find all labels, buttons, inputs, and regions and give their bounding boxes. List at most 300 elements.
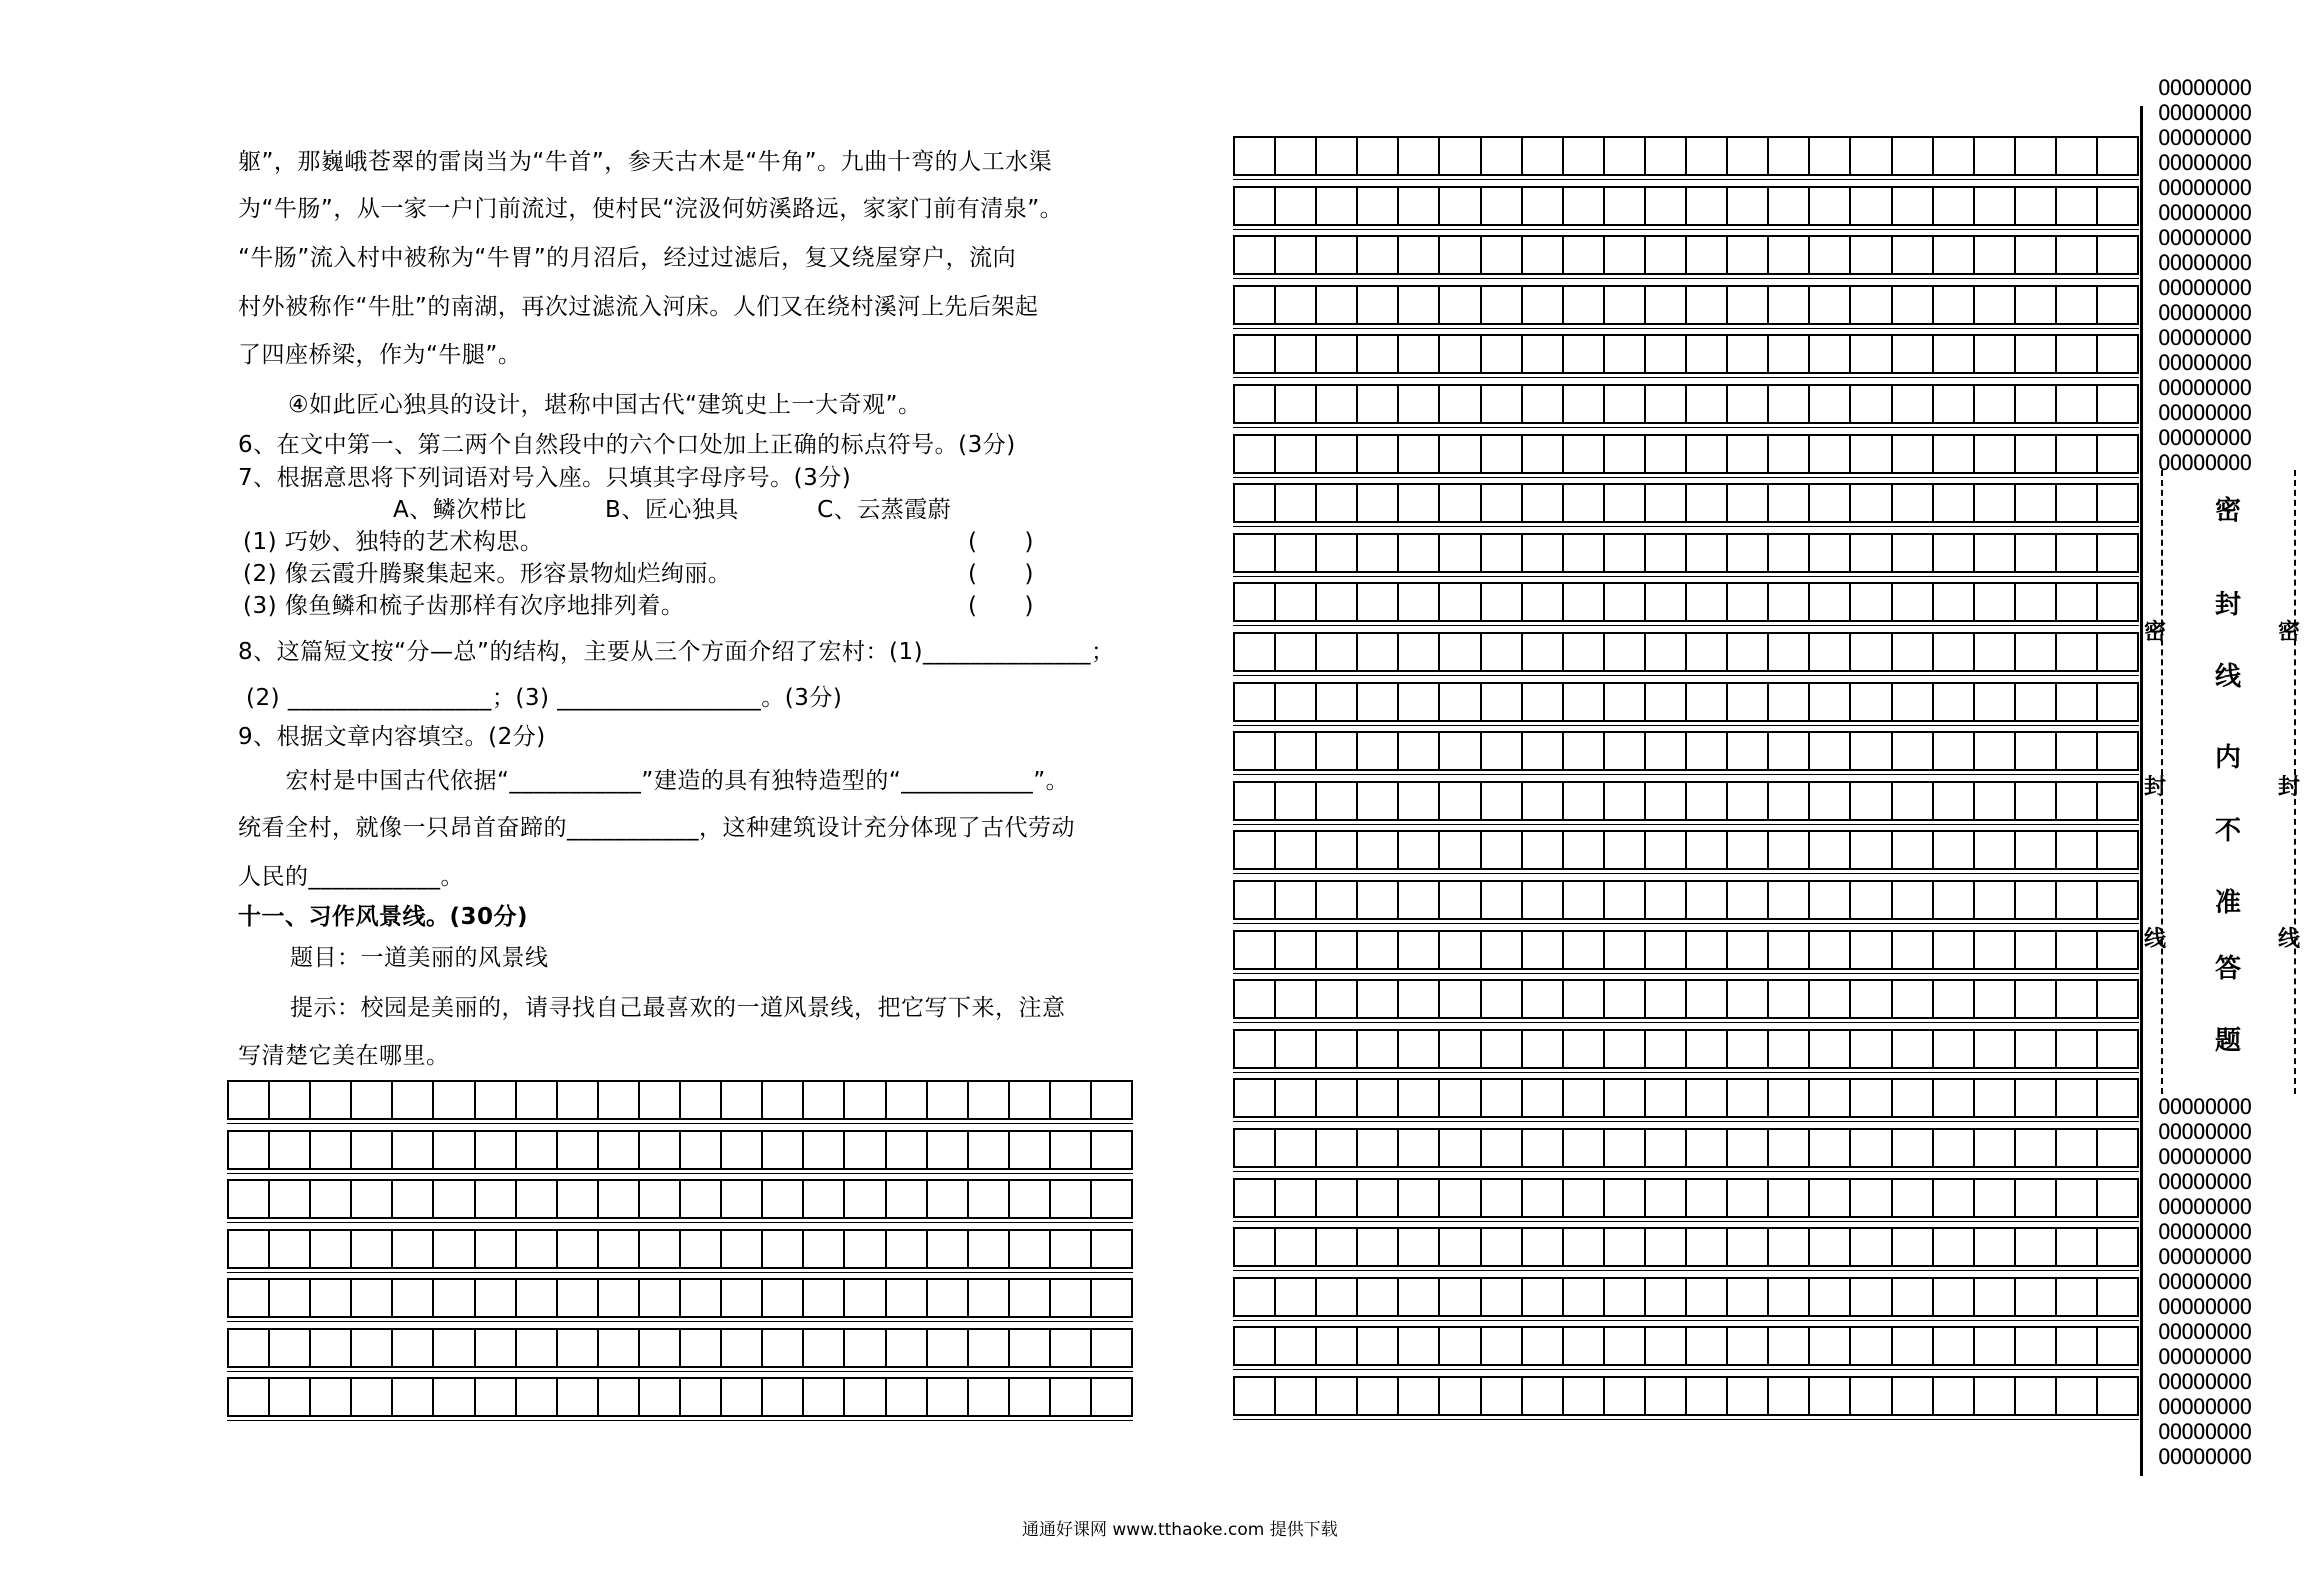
grid-cell[interactable] bbox=[2057, 1178, 2098, 1216]
grid-cell[interactable] bbox=[558, 1377, 599, 1415]
grid-cell[interactable] bbox=[2057, 731, 2098, 769]
grid-cell[interactable] bbox=[1687, 285, 1728, 323]
grid-cell[interactable] bbox=[599, 1328, 640, 1366]
grid-cell[interactable] bbox=[1440, 731, 1481, 769]
grid-cell[interactable] bbox=[1646, 930, 1687, 968]
grid-cell[interactable] bbox=[1317, 285, 1358, 323]
grid-cell[interactable] bbox=[681, 1130, 722, 1168]
grid-cell[interactable] bbox=[1482, 1376, 1523, 1414]
grid-cell[interactable] bbox=[1934, 434, 1975, 472]
grid-cell[interactable] bbox=[2016, 1128, 2057, 1166]
grid-cell[interactable] bbox=[1317, 682, 1358, 720]
grid-cell[interactable] bbox=[2057, 235, 2098, 273]
grid-cell[interactable] bbox=[1934, 235, 1975, 273]
grid-cell[interactable] bbox=[1728, 1277, 1769, 1315]
grid-cell[interactable] bbox=[1769, 1178, 1810, 1216]
grid-cell[interactable] bbox=[1482, 1277, 1523, 1315]
grid-cell[interactable] bbox=[1769, 533, 1810, 571]
grid-cell[interactable] bbox=[1934, 979, 1975, 1017]
grid-row[interactable] bbox=[1233, 582, 2139, 620]
grid-cell[interactable] bbox=[1605, 1277, 1646, 1315]
grid-cell[interactable] bbox=[1564, 533, 1605, 571]
grid-cell[interactable] bbox=[1440, 1277, 1481, 1315]
grid-cell[interactable] bbox=[1317, 136, 1358, 174]
grid-cell[interactable] bbox=[1934, 731, 1975, 769]
grid-cell[interactable] bbox=[845, 1179, 886, 1217]
grid-row[interactable] bbox=[227, 1229, 1133, 1267]
grid-cell[interactable] bbox=[1440, 1227, 1481, 1265]
grid-cell[interactable] bbox=[1317, 334, 1358, 372]
grid-cell[interactable] bbox=[517, 1377, 558, 1415]
grid-cell[interactable] bbox=[1482, 235, 1523, 273]
grid-cell[interactable] bbox=[1010, 1179, 1051, 1217]
grid-cell[interactable] bbox=[1233, 1029, 1276, 1067]
grid-cell[interactable] bbox=[1769, 186, 1810, 224]
grid-cell[interactable] bbox=[2057, 1128, 2098, 1166]
grid-cell[interactable] bbox=[1934, 483, 1975, 521]
grid-cell[interactable] bbox=[1851, 1376, 1892, 1414]
grid-cell[interactable] bbox=[393, 1328, 434, 1366]
grid-cell[interactable] bbox=[1358, 1029, 1399, 1067]
grid-cell[interactable] bbox=[1482, 1029, 1523, 1067]
grid-cell[interactable] bbox=[1482, 434, 1523, 472]
grid-cell[interactable] bbox=[1010, 1278, 1051, 1316]
grid-cell[interactable] bbox=[1482, 1326, 1523, 1364]
grid-cell[interactable] bbox=[1728, 1128, 1769, 1166]
grid-cell[interactable] bbox=[2016, 1376, 2057, 1414]
grid-cell[interactable] bbox=[1440, 285, 1481, 323]
grid-cell[interactable] bbox=[1399, 334, 1440, 372]
grid-cell[interactable] bbox=[1687, 384, 1728, 422]
grid-row[interactable] bbox=[227, 1179, 1133, 1217]
grid-cell[interactable] bbox=[1233, 1277, 1276, 1315]
grid-cell[interactable] bbox=[1687, 1376, 1728, 1414]
grid-cell[interactable] bbox=[1399, 1326, 1440, 1364]
grid-row[interactable] bbox=[1233, 1227, 2139, 1265]
grid-cell[interactable] bbox=[1051, 1377, 1092, 1415]
grid-cell[interactable] bbox=[1975, 235, 2016, 273]
grid-cell[interactable] bbox=[1893, 384, 1934, 422]
grid-cell[interactable] bbox=[1523, 483, 1564, 521]
grid-cell[interactable] bbox=[1564, 582, 1605, 620]
grid-cell[interactable] bbox=[1399, 930, 1440, 968]
grid-cell[interactable] bbox=[887, 1328, 928, 1366]
grid-cell[interactable] bbox=[1893, 582, 1934, 620]
grid-cell[interactable] bbox=[476, 1328, 517, 1366]
grid-cell[interactable] bbox=[1010, 1080, 1051, 1118]
grid-cell[interactable] bbox=[1687, 1128, 1728, 1166]
grid-cell[interactable] bbox=[1440, 781, 1481, 819]
grid-cell[interactable] bbox=[722, 1377, 763, 1415]
grid-cell[interactable] bbox=[1605, 186, 1646, 224]
grid-cell[interactable] bbox=[2057, 186, 2098, 224]
grid-cell[interactable] bbox=[2098, 1376, 2139, 1414]
grid-cell[interactable] bbox=[928, 1229, 969, 1267]
grid-cell[interactable] bbox=[1934, 582, 1975, 620]
grid-cell[interactable] bbox=[1233, 136, 1276, 174]
grid-cell[interactable] bbox=[1523, 434, 1564, 472]
grid-cell[interactable] bbox=[1523, 235, 1564, 273]
grid-cell[interactable] bbox=[1769, 930, 1810, 968]
grid-cell[interactable] bbox=[1523, 830, 1564, 868]
grid-cell[interactable] bbox=[1851, 235, 1892, 273]
grid-cell[interactable] bbox=[1358, 334, 1399, 372]
grid-cell[interactable] bbox=[1482, 1178, 1523, 1216]
grid-cell[interactable] bbox=[1523, 285, 1564, 323]
grid-row[interactable] bbox=[1233, 1029, 2139, 1067]
grid-cell[interactable] bbox=[2057, 384, 2098, 422]
grid-cell[interactable] bbox=[969, 1229, 1010, 1267]
grid-cell[interactable] bbox=[1564, 979, 1605, 1017]
grid-cell[interactable] bbox=[1851, 434, 1892, 472]
grid-cell[interactable] bbox=[1482, 186, 1523, 224]
grid-cell[interactable] bbox=[1851, 1029, 1892, 1067]
grid-cell[interactable] bbox=[1893, 235, 1934, 273]
grid-cell[interactable] bbox=[763, 1080, 804, 1118]
grid-cell[interactable] bbox=[1810, 1029, 1851, 1067]
grid-cell[interactable] bbox=[1893, 632, 1934, 670]
grid-cell[interactable] bbox=[1728, 483, 1769, 521]
grid-cell[interactable] bbox=[1399, 235, 1440, 273]
grid-cell[interactable] bbox=[640, 1080, 681, 1118]
grid-cell[interactable] bbox=[763, 1179, 804, 1217]
grid-cell[interactable] bbox=[1934, 682, 1975, 720]
grid-cell[interactable] bbox=[2098, 235, 2139, 273]
grid-row[interactable] bbox=[1233, 830, 2139, 868]
grid-cell[interactable] bbox=[1564, 136, 1605, 174]
grid-cell[interactable] bbox=[434, 1229, 475, 1267]
grid-cell[interactable] bbox=[1646, 1326, 1687, 1364]
grid-cell[interactable] bbox=[1769, 731, 1810, 769]
grid-cell[interactable] bbox=[1893, 1128, 1934, 1166]
grid-row[interactable] bbox=[1233, 384, 2139, 422]
grid-cell[interactable] bbox=[1358, 979, 1399, 1017]
grid-cell[interactable] bbox=[1810, 682, 1851, 720]
grid-cell[interactable] bbox=[1051, 1080, 1092, 1118]
grid-cell[interactable] bbox=[1399, 136, 1440, 174]
grid-cell[interactable] bbox=[1728, 781, 1769, 819]
grid-cell[interactable] bbox=[1317, 1178, 1358, 1216]
grid-cell[interactable] bbox=[1975, 533, 2016, 571]
grid-cell[interactable] bbox=[2016, 1029, 2057, 1067]
grid-cell[interactable] bbox=[1317, 1128, 1358, 1166]
grid-cell[interactable] bbox=[1810, 632, 1851, 670]
grid-cell[interactable] bbox=[2057, 979, 2098, 1017]
grid-cell[interactable] bbox=[1605, 781, 1646, 819]
grid-cell[interactable] bbox=[2057, 682, 2098, 720]
grid-cell[interactable] bbox=[1646, 979, 1687, 1017]
grid-cell[interactable] bbox=[1523, 582, 1564, 620]
grid-cell[interactable] bbox=[1934, 1376, 1975, 1414]
grid-cell[interactable] bbox=[1728, 830, 1769, 868]
grid-cell[interactable] bbox=[845, 1377, 886, 1415]
grid-cell[interactable] bbox=[2016, 334, 2057, 372]
grid-row[interactable] bbox=[1233, 781, 2139, 819]
grid-cell[interactable] bbox=[1358, 434, 1399, 472]
grid-cell[interactable] bbox=[681, 1229, 722, 1267]
grid-cell[interactable] bbox=[804, 1179, 845, 1217]
grid-cell[interactable] bbox=[1051, 1328, 1092, 1366]
grid-cell[interactable] bbox=[311, 1179, 352, 1217]
grid-cell[interactable] bbox=[1646, 434, 1687, 472]
grid-cell[interactable] bbox=[1233, 1078, 1276, 1116]
grid-cell[interactable] bbox=[1276, 483, 1317, 521]
grid-cell[interactable] bbox=[227, 1179, 270, 1217]
grid-cell[interactable] bbox=[1276, 384, 1317, 422]
grid-cell[interactable] bbox=[1893, 731, 1934, 769]
grid-cell[interactable] bbox=[1851, 930, 1892, 968]
grid-cell[interactable] bbox=[1317, 781, 1358, 819]
grid-cell[interactable] bbox=[2098, 285, 2139, 323]
grid-cell[interactable] bbox=[1605, 1178, 1646, 1216]
grid-cell[interactable] bbox=[1523, 1128, 1564, 1166]
grid-cell[interactable] bbox=[1851, 632, 1892, 670]
grid-cell[interactable] bbox=[2098, 1227, 2139, 1265]
grid-cell[interactable] bbox=[1317, 1376, 1358, 1414]
grid-cell[interactable] bbox=[887, 1377, 928, 1415]
grid-cell[interactable] bbox=[1810, 136, 1851, 174]
grid-cell[interactable] bbox=[1728, 1376, 1769, 1414]
grid-cell[interactable] bbox=[1605, 1128, 1646, 1166]
grid-row[interactable] bbox=[1233, 285, 2139, 323]
grid-cell[interactable] bbox=[1934, 1078, 1975, 1116]
grid-cell[interactable] bbox=[1358, 880, 1399, 918]
grid-cell[interactable] bbox=[1482, 1128, 1523, 1166]
grid-cell[interactable] bbox=[434, 1080, 475, 1118]
grid-cell[interactable] bbox=[1646, 483, 1687, 521]
grid-cell[interactable] bbox=[1564, 781, 1605, 819]
grid-cell[interactable] bbox=[1564, 930, 1605, 968]
grid-cell[interactable] bbox=[2057, 533, 2098, 571]
grid-cell[interactable] bbox=[681, 1080, 722, 1118]
grid-cell[interactable] bbox=[1810, 1326, 1851, 1364]
grid-cell[interactable] bbox=[1975, 1078, 2016, 1116]
grid-cell[interactable] bbox=[1728, 1227, 1769, 1265]
grid-cell[interactable] bbox=[2098, 186, 2139, 224]
grid-cell[interactable] bbox=[1482, 582, 1523, 620]
grid-cell[interactable] bbox=[2016, 930, 2057, 968]
grid-row[interactable] bbox=[1233, 483, 2139, 521]
grid-cell[interactable] bbox=[1851, 880, 1892, 918]
grid-cell[interactable] bbox=[640, 1328, 681, 1366]
grid-cell[interactable] bbox=[1687, 235, 1728, 273]
grid-cell[interactable] bbox=[1728, 930, 1769, 968]
grid-cell[interactable] bbox=[1975, 880, 2016, 918]
grid-cell[interactable] bbox=[763, 1130, 804, 1168]
grid-cell[interactable] bbox=[1646, 632, 1687, 670]
grid-cell[interactable] bbox=[681, 1377, 722, 1415]
grid-cell[interactable] bbox=[1440, 1078, 1481, 1116]
grid-cell[interactable] bbox=[1276, 731, 1317, 769]
grid-cell[interactable] bbox=[722, 1278, 763, 1316]
grid-cell[interactable] bbox=[2098, 334, 2139, 372]
grid-cell[interactable] bbox=[1440, 483, 1481, 521]
grid-cell[interactable] bbox=[1728, 186, 1769, 224]
grid-cell[interactable] bbox=[1893, 533, 1934, 571]
grid-cell[interactable] bbox=[1358, 1178, 1399, 1216]
grid-cell[interactable] bbox=[1440, 1178, 1481, 1216]
grid-cell[interactable] bbox=[1851, 1128, 1892, 1166]
grid-cell[interactable] bbox=[1523, 1227, 1564, 1265]
grid-cell[interactable] bbox=[1810, 1128, 1851, 1166]
grid-cell[interactable] bbox=[1317, 434, 1358, 472]
grid-cell[interactable] bbox=[1605, 632, 1646, 670]
grid-cell[interactable] bbox=[227, 1328, 270, 1366]
grid-cell[interactable] bbox=[1317, 930, 1358, 968]
grid-cell[interactable] bbox=[1276, 1326, 1317, 1364]
grid-cell[interactable] bbox=[681, 1179, 722, 1217]
grid-cell[interactable] bbox=[476, 1179, 517, 1217]
grid-cell[interactable] bbox=[1687, 1078, 1728, 1116]
grid-row[interactable] bbox=[1233, 632, 2139, 670]
grid-cell[interactable] bbox=[1233, 880, 1276, 918]
grid-cell[interactable] bbox=[1769, 582, 1810, 620]
grid-cell[interactable] bbox=[1482, 384, 1523, 422]
grid-cell[interactable] bbox=[1975, 682, 2016, 720]
grid-cell[interactable] bbox=[1810, 979, 1851, 1017]
grid-cell[interactable] bbox=[969, 1130, 1010, 1168]
grid-cell[interactable] bbox=[1687, 1029, 1728, 1067]
grid-cell[interactable] bbox=[1564, 1078, 1605, 1116]
grid-cell[interactable] bbox=[1358, 235, 1399, 273]
grid-cell[interactable] bbox=[352, 1278, 393, 1316]
grid-cell[interactable] bbox=[1605, 136, 1646, 174]
grid-cell[interactable] bbox=[1893, 1277, 1934, 1315]
grid-cell[interactable] bbox=[1851, 1326, 1892, 1364]
grid-cell[interactable] bbox=[2098, 1326, 2139, 1364]
grid-cell[interactable] bbox=[1358, 1227, 1399, 1265]
grid-cell[interactable] bbox=[1276, 1227, 1317, 1265]
grid-cell[interactable] bbox=[1523, 731, 1564, 769]
grid-cell[interactable] bbox=[845, 1278, 886, 1316]
grid-cell[interactable] bbox=[1687, 682, 1728, 720]
grid-row[interactable] bbox=[1233, 1078, 2139, 1116]
grid-cell[interactable] bbox=[969, 1278, 1010, 1316]
grid-cell[interactable] bbox=[763, 1278, 804, 1316]
grid-cell[interactable] bbox=[1605, 979, 1646, 1017]
grid-cell[interactable] bbox=[804, 1130, 845, 1168]
grid-cell[interactable] bbox=[804, 1377, 845, 1415]
grid-cell[interactable] bbox=[1233, 979, 1276, 1017]
grid-cell[interactable] bbox=[1358, 682, 1399, 720]
grid-cell[interactable] bbox=[1769, 632, 1810, 670]
grid-cell[interactable] bbox=[1769, 1326, 1810, 1364]
grid-cell[interactable] bbox=[1317, 384, 1358, 422]
grid-cell[interactable] bbox=[887, 1179, 928, 1217]
grid-cell[interactable] bbox=[1317, 483, 1358, 521]
grid-cell[interactable] bbox=[1769, 1376, 1810, 1414]
grid-cell[interactable] bbox=[2098, 483, 2139, 521]
grid-cell[interactable] bbox=[1399, 1078, 1440, 1116]
grid-cell[interactable] bbox=[1358, 731, 1399, 769]
grid-cell[interactable] bbox=[640, 1278, 681, 1316]
grid-cell[interactable] bbox=[270, 1179, 311, 1217]
grid-cell[interactable] bbox=[1399, 434, 1440, 472]
grid-cell[interactable] bbox=[434, 1278, 475, 1316]
grid-cell[interactable] bbox=[1605, 285, 1646, 323]
grid-cell[interactable] bbox=[1523, 781, 1564, 819]
grid-cell[interactable] bbox=[352, 1377, 393, 1415]
grid-cell[interactable] bbox=[1893, 930, 1934, 968]
grid-cell[interactable] bbox=[845, 1130, 886, 1168]
grid-cell[interactable] bbox=[2016, 781, 2057, 819]
grid-cell[interactable] bbox=[599, 1377, 640, 1415]
grid-cell[interactable] bbox=[517, 1328, 558, 1366]
grid-cell[interactable] bbox=[1605, 1326, 1646, 1364]
grid-cell[interactable] bbox=[1687, 1277, 1728, 1315]
grid-cell[interactable] bbox=[1728, 682, 1769, 720]
grid-cell[interactable] bbox=[517, 1130, 558, 1168]
grid-cell[interactable] bbox=[1810, 731, 1851, 769]
grid-cell[interactable] bbox=[1276, 682, 1317, 720]
grid-cell[interactable] bbox=[1687, 434, 1728, 472]
grid-cell[interactable] bbox=[2098, 979, 2139, 1017]
grid-cell[interactable] bbox=[2016, 632, 2057, 670]
grid-cell[interactable] bbox=[1728, 632, 1769, 670]
grid-cell[interactable] bbox=[1276, 582, 1317, 620]
grid-cell[interactable] bbox=[1728, 1078, 1769, 1116]
grid-cell[interactable] bbox=[1687, 1227, 1728, 1265]
grid-cell[interactable] bbox=[2016, 483, 2057, 521]
grid-cell[interactable] bbox=[1893, 979, 1934, 1017]
grid-cell[interactable] bbox=[227, 1229, 270, 1267]
grid-cell[interactable] bbox=[1646, 334, 1687, 372]
grid-cell[interactable] bbox=[1233, 1326, 1276, 1364]
grid-cell[interactable] bbox=[1646, 781, 1687, 819]
grid-cell[interactable] bbox=[1728, 1178, 1769, 1216]
grid-cell[interactable] bbox=[1051, 1179, 1092, 1217]
grid-cell[interactable] bbox=[2098, 1078, 2139, 1116]
grid-cell[interactable] bbox=[1810, 1277, 1851, 1315]
grid-cell[interactable] bbox=[928, 1080, 969, 1118]
grid-cell[interactable] bbox=[1851, 136, 1892, 174]
grid-cell[interactable] bbox=[1769, 781, 1810, 819]
grid-cell[interactable] bbox=[1646, 1078, 1687, 1116]
answer-blank[interactable]: ( ) bbox=[968, 529, 1034, 555]
grid-cell[interactable] bbox=[1399, 533, 1440, 571]
grid-row[interactable] bbox=[1233, 334, 2139, 372]
grid-cell[interactable] bbox=[2098, 1277, 2139, 1315]
grid-cell[interactable] bbox=[1975, 384, 2016, 422]
grid-cell[interactable] bbox=[1605, 1078, 1646, 1116]
grid-cell[interactable] bbox=[476, 1080, 517, 1118]
grid-cell[interactable] bbox=[2098, 830, 2139, 868]
grid-cell[interactable] bbox=[1092, 1080, 1133, 1118]
grid-cell[interactable] bbox=[1358, 1078, 1399, 1116]
grid-cell[interactable] bbox=[1276, 434, 1317, 472]
grid-cell[interactable] bbox=[1646, 582, 1687, 620]
grid-cell[interactable] bbox=[1687, 533, 1728, 571]
grid-cell[interactable] bbox=[1482, 979, 1523, 1017]
grid-cell[interactable] bbox=[1564, 235, 1605, 273]
grid-cell[interactable] bbox=[517, 1278, 558, 1316]
grid-cell[interactable] bbox=[1728, 235, 1769, 273]
grid-cell[interactable] bbox=[1564, 731, 1605, 769]
grid-cell[interactable] bbox=[1233, 384, 1276, 422]
grid-cell[interactable] bbox=[928, 1278, 969, 1316]
grid-cell[interactable] bbox=[1233, 731, 1276, 769]
grid-cell[interactable] bbox=[2098, 384, 2139, 422]
grid-cell[interactable] bbox=[393, 1377, 434, 1415]
grid-cell[interactable] bbox=[2057, 880, 2098, 918]
grid-cell[interactable] bbox=[1482, 533, 1523, 571]
grid-cell[interactable] bbox=[1010, 1377, 1051, 1415]
grid-cell[interactable] bbox=[1687, 136, 1728, 174]
grid-cell[interactable] bbox=[1851, 334, 1892, 372]
grid-cell[interactable] bbox=[1317, 1326, 1358, 1364]
grid-cell[interactable] bbox=[1440, 979, 1481, 1017]
grid-cell[interactable] bbox=[1893, 1078, 1934, 1116]
